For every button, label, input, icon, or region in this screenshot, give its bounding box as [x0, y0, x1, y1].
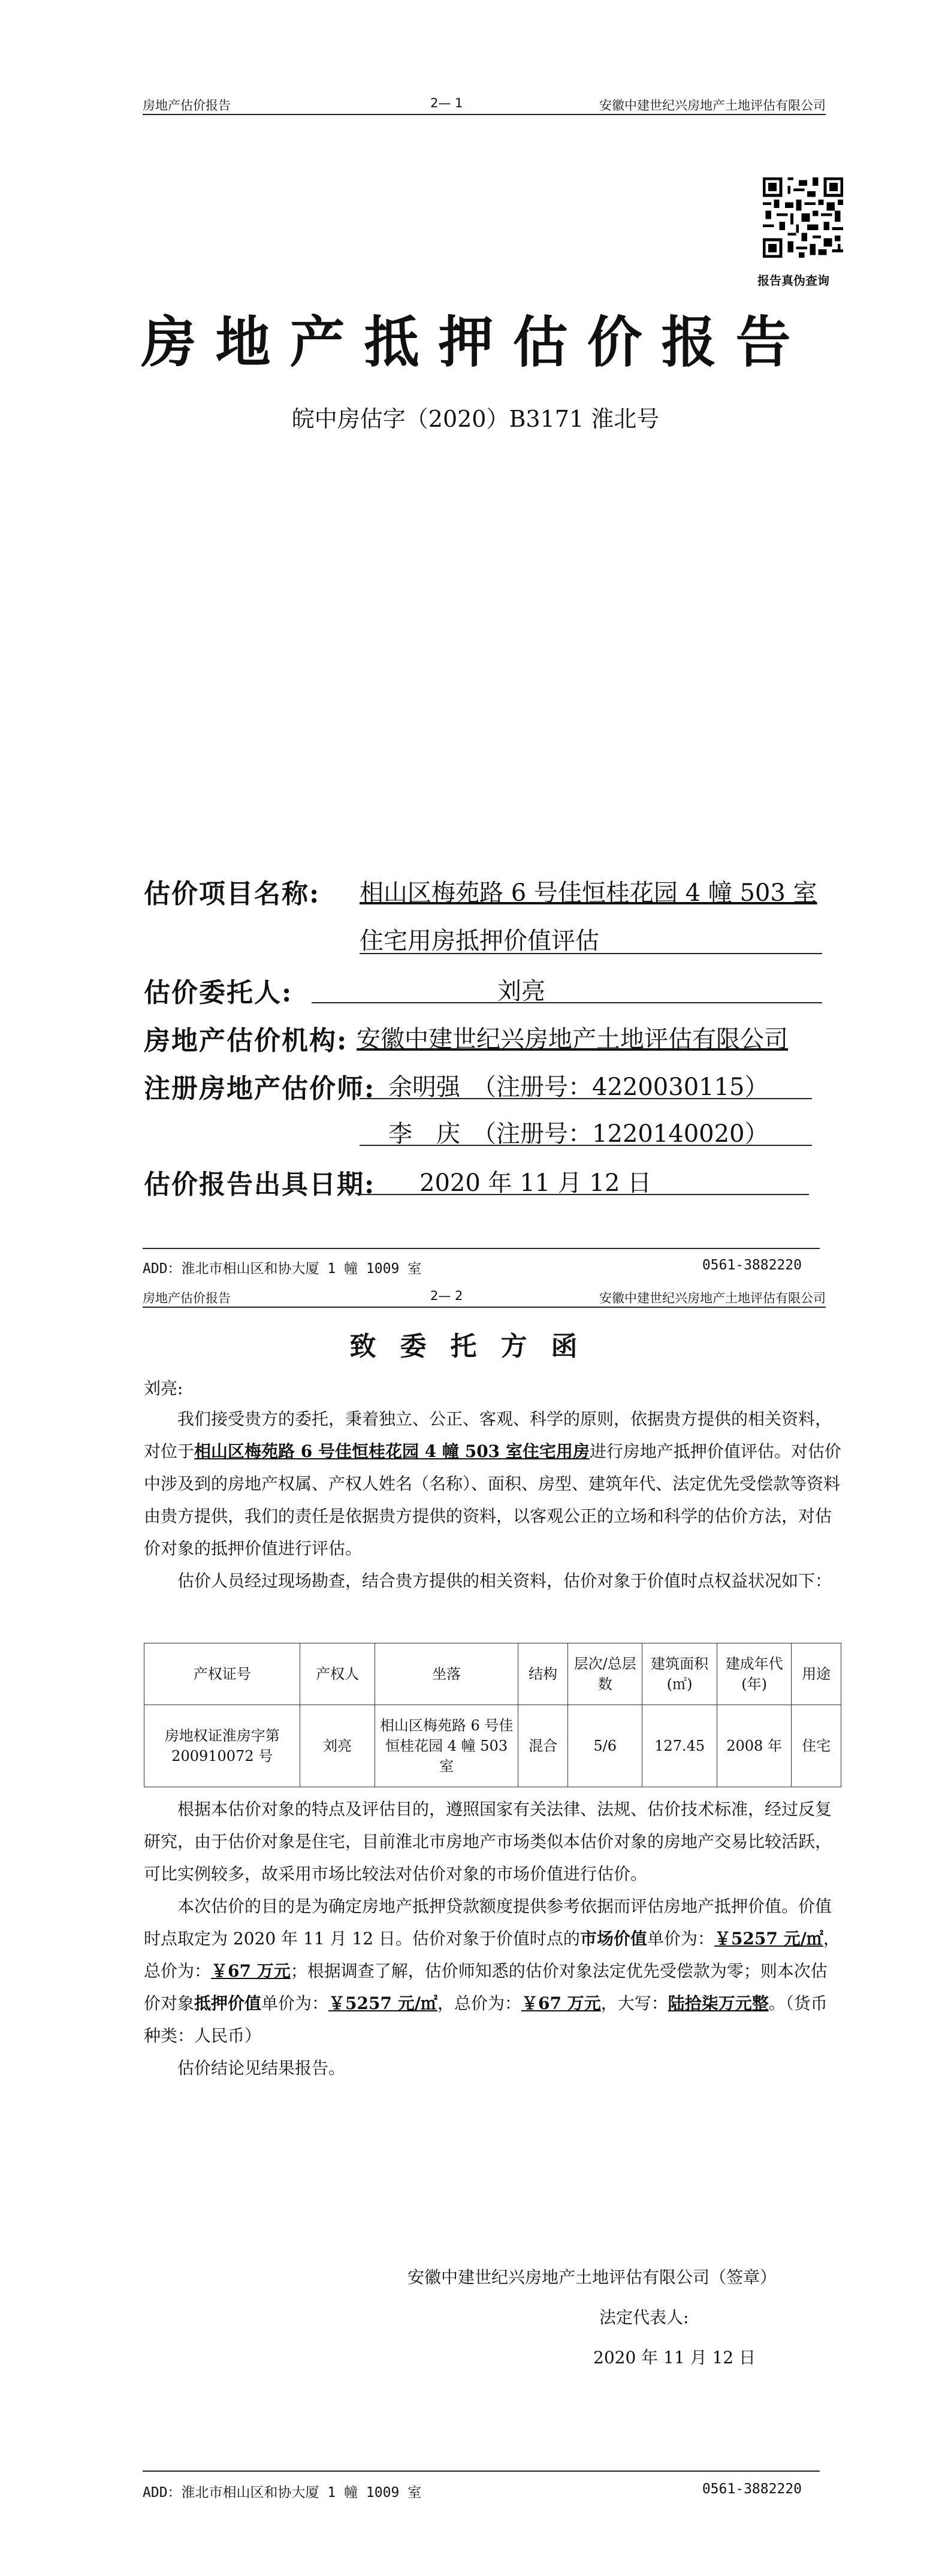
project-name-value-line1: 相山区梅苑路 6 号佳恒桂花园 4 幢 503 室: [360, 879, 817, 907]
table-cell: 2008 年: [717, 1705, 791, 1787]
appraiser-2: 李 庆 （注册号：1220140020）: [388, 1120, 769, 1148]
header-left: 房地产估价报告: [143, 98, 231, 113]
report-number: 皖中房估字（2020）B3171 淮北号: [291, 406, 660, 432]
header-rule-2: [143, 1307, 826, 1308]
table-cell: 刘亮: [300, 1705, 375, 1787]
client-value: 刘亮: [497, 978, 545, 1005]
appraiser-label: 注册房地产估价师:: [144, 1073, 376, 1104]
footer-rule-2: [143, 2471, 820, 2472]
table-cell: 住宅: [792, 1705, 841, 1787]
date-label: 估价报告出具日期:: [144, 1169, 376, 1200]
footer-phone: 0561-3882220: [702, 2481, 802, 2497]
letter-paragraph-5: 估价结论见结果报告。: [177, 2058, 346, 2078]
letter-paragraph-2: 估价人员经过现场勘查，结合贵方提供的相关资料，估价对象于价值时点权益状况如下：: [177, 1571, 832, 1591]
appraiser-1: 余明强 （注册号：4220030115）: [388, 1073, 769, 1101]
header-page-number: 2— 1: [430, 96, 463, 110]
signature-representative: 法定代表人:: [599, 2307, 689, 2327]
letter-paragraph-4: 本次估价的目的是为确定房地产抵押贷款额度提供参考依据而评估房地产抵押价值。价值时点取定为 2020 年 11 月 12 日。估价对象于价值时点的市场价值单价为：￥5257 元/㎡，总价为：￥67 万元；根据调查了解，估价师知悉的估价对象法定优先受偿款为零；则本次估价对象抵押价值单价为：￥5257 元/㎡，总价为：￥67 万元，大写：陆拾柒万元整。（货币种类：人民币）: [144, 1896, 840, 2046]
table-cell: 5/6: [567, 1705, 642, 1787]
project-line-underline: [360, 953, 822, 954]
page-footer: [143, 1257, 802, 1277]
appraiser-2-underline: [360, 1145, 812, 1146]
table-row: [144, 1705, 841, 1787]
table-header-cell: 结构: [518, 1643, 568, 1705]
signature-company: 安徽中建世纪兴房地产土地评估有限公司（签章）: [407, 2267, 777, 2287]
agency-label: 房地产估价机构:: [144, 1025, 348, 1056]
qr-code-icon: [763, 177, 843, 258]
agency-value: 安徽中建世纪兴房地产土地评估有限公司: [357, 1025, 788, 1053]
letter-title: 致委托方函: [349, 1331, 602, 1362]
salutation: 刘亮:: [144, 1379, 183, 1398]
project-name-value-line2: 住宅用房抵押价值评估: [360, 927, 599, 955]
letter-paragraph-3: 根据本估价对象的特点及评估目的，遵照国家有关法律、法规、估价技术标准，经过反复研究，由于估价对象是住宅，目前淮北市房地产市场类似本估价对象的房地产交易比较活跃，可比实例较多，故采用市场比较法对估价对象的市场价值进行估价。: [144, 1799, 832, 1884]
table-header-cell: 产权人: [300, 1643, 375, 1705]
appraiser-1-underline: [360, 1098, 812, 1099]
table-header-cell: 建筑面积(㎡): [642, 1643, 717, 1705]
footer-address: ADD：淮北市相山区和协大厦 1 幢 1009 室: [143, 1261, 422, 1277]
table-cell: 相山区梅苑路 6 号佳恒桂花园 4 幢 503 室: [375, 1705, 518, 1787]
table-header-row: [144, 1643, 841, 1705]
letter-paragraph-1: 我们接受贵方的委托，秉着独立、公正、客观、科学的原则，依据贵方提供的相关资料，对位于相山区梅苑路 6 号佳恒桂花园 4 幢 503 室住宅用房进行房地产抵押价值评估。对估价中涉及到的房地产权属、产权人姓名（名称）、面积、房型、建筑年代、法定优先受偿款等资料由贵方提供，我们的责任是依据贵方提供的资料，以客观公正的立场和科学的估价方法，对估价对象的抵押价值进行评估。: [144, 1409, 841, 1558]
report-title: 房地产抵押估价报告: [141, 310, 810, 375]
table-header-cell: 建成年代(年): [717, 1643, 791, 1705]
signature-date: 2020 年 11 月 12 日: [593, 2348, 756, 2367]
table-header-cell: 层次/总层数: [567, 1643, 642, 1705]
header-rule: [143, 114, 826, 115]
header-page-number: 2— 2: [430, 1289, 463, 1303]
header-left: 房地产估价报告: [143, 1291, 231, 1305]
table-cell: 127.45: [642, 1705, 717, 1787]
client-underline: [312, 1002, 822, 1003]
date-underline: [360, 1194, 809, 1195]
project-name-label: 估价项目名称:: [144, 879, 321, 909]
footer-address: ADD：淮北市相山区和协大厦 1 幢 1009 室: [143, 2485, 422, 2500]
table-header-cell: 坐落: [375, 1643, 518, 1705]
table-cell: 混合: [518, 1705, 568, 1787]
table-cell: 房地权证淮房字第 200910072 号: [144, 1705, 300, 1787]
page-footer-2: [143, 2481, 802, 2501]
header-right: 安徽中建世纪兴房地产土地评估有限公司: [599, 98, 826, 113]
footer-phone: 0561-3882220: [702, 1257, 802, 1273]
table-header-cell: 用途: [792, 1643, 841, 1705]
client-label: 估价委托人:: [144, 978, 293, 1008]
table-header-cell: 产权证号: [144, 1643, 300, 1705]
header-right: 安徽中建世纪兴房地产土地评估有限公司: [599, 1291, 826, 1305]
property-table: [144, 1643, 841, 1787]
date-value: 2020 年 11 月 12 日: [419, 1169, 652, 1197]
qr-caption: 报告真伪查询: [757, 273, 829, 288]
footer-rule: [143, 1248, 820, 1249]
